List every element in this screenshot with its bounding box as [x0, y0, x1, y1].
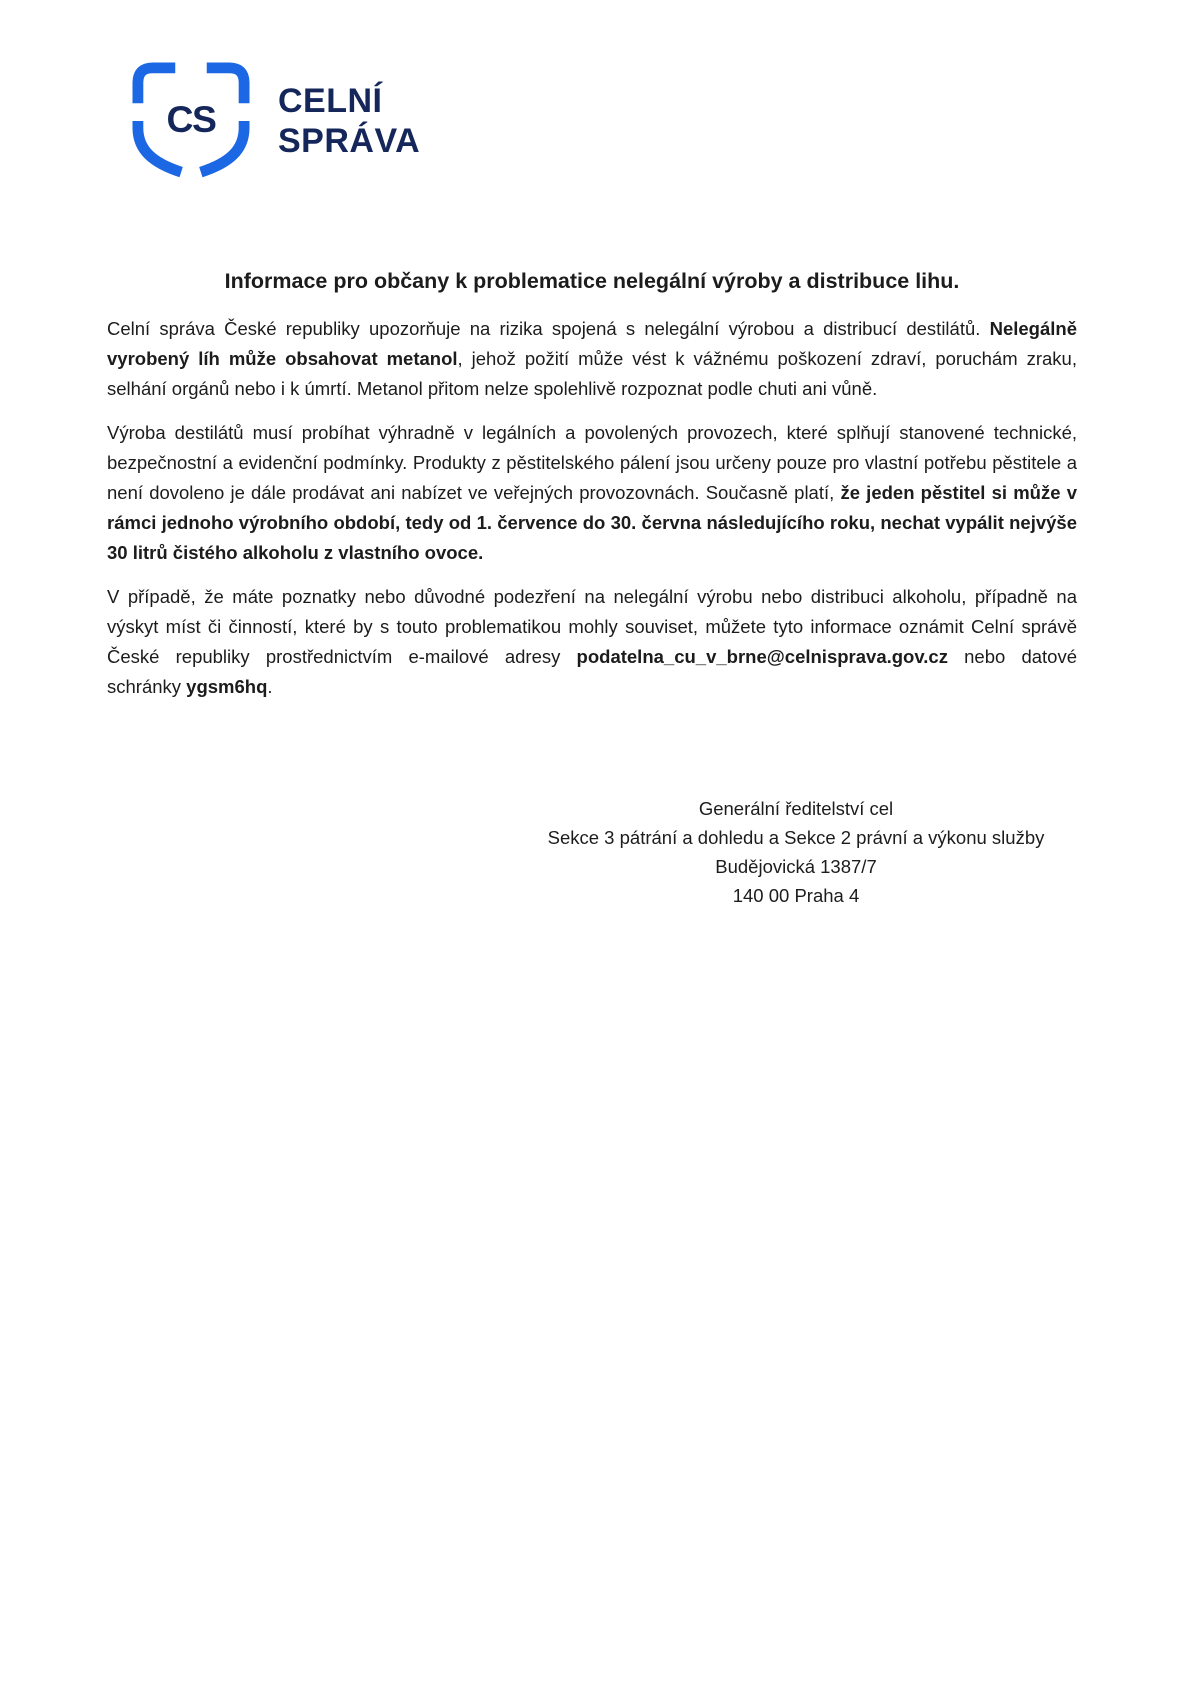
email-address: podatelna_cu_v_brne@celnisprava.gov.cz: [576, 646, 948, 667]
text-segment: Výroba destilátů musí probíhat výhradně v legálních a povolených provozech, které splňují stanovené technické, bezpečnostní a evidenční podmínky. Produkty z pěstitelského pálení jsou určeny pouze pro vlastní potřebu pěstitele a není dovoleno je dále prodávat ani nabízet ve veřejných provozovnách. Současně platí,: [107, 422, 1077, 503]
logo-wordmark-line2: SPRÁVA: [278, 122, 421, 160]
signature-line-sections: Sekce 3 pátrání a dohledu a Sekce 2 právní a výkonu služby: [547, 827, 1045, 848]
paragraph-production-rules: [107, 418, 1077, 568]
signature-block: [515, 794, 1077, 910]
document-title: Informace pro občany k problematice nelegální výroby a distribuce lihu.: [224, 269, 960, 293]
cs-shield-logo-icon: [130, 62, 252, 180]
text-segment: nebo datové schránky: [107, 646, 1078, 697]
paragraph-reporting-contacts: [107, 582, 1077, 702]
grower-limit-bold: že jeden pěstitel si může v rámci jednoho výrobního období, tedy od 1. července do 30. června následujícího roku, nechat vypálit nejvýše 30 litrů čistého alkoholu z vlastního ovoce.: [107, 482, 1077, 563]
text-segment: V případě, že máte poznatky nebo důvodné podezření na nelegální výrobu nebo distribuci alkoholu, případně na výskyt míst či činností, které by s touto problematikou mohly souviset, můžete tyto informace oznámit Celní správě České republiky prostřednictvím e-mailové adresy: [107, 586, 1077, 667]
signature-line-institution: Generální ředitelství cel: [698, 798, 894, 819]
text-segment: .: [267, 676, 273, 697]
signature-line-city: 140 00 Praha 4: [732, 885, 860, 906]
logo-wordmark-line1: CELNÍ: [278, 82, 383, 120]
paragraph-risks-warning: [107, 314, 1077, 404]
logo-monogram: CS: [166, 97, 216, 140]
text-segment: Celní správa České republiky upozorňuje na rizika spojená s nelegální výrobou a distribucí destilátů.: [107, 318, 990, 339]
text-segment: , jehož požití může vést k vážnému poškození zdraví, poruchám zraku, selhání orgánů nebo i k úmrtí. Metanol přitom nelze spolehlivě rozpoznat podle chuti ani vůně.: [107, 348, 1077, 399]
signature-line-street: Budějovická 1387/7: [715, 856, 877, 877]
letter-content: [107, 266, 1077, 910]
logo-wordmark: [278, 81, 420, 161]
databox-id: ygsm6hq: [186, 676, 268, 697]
celni-sprava-logo: [130, 62, 420, 180]
methanol-warning-bold: Nelegálně vyrobený líh může obsahovat metanol: [107, 318, 1077, 369]
